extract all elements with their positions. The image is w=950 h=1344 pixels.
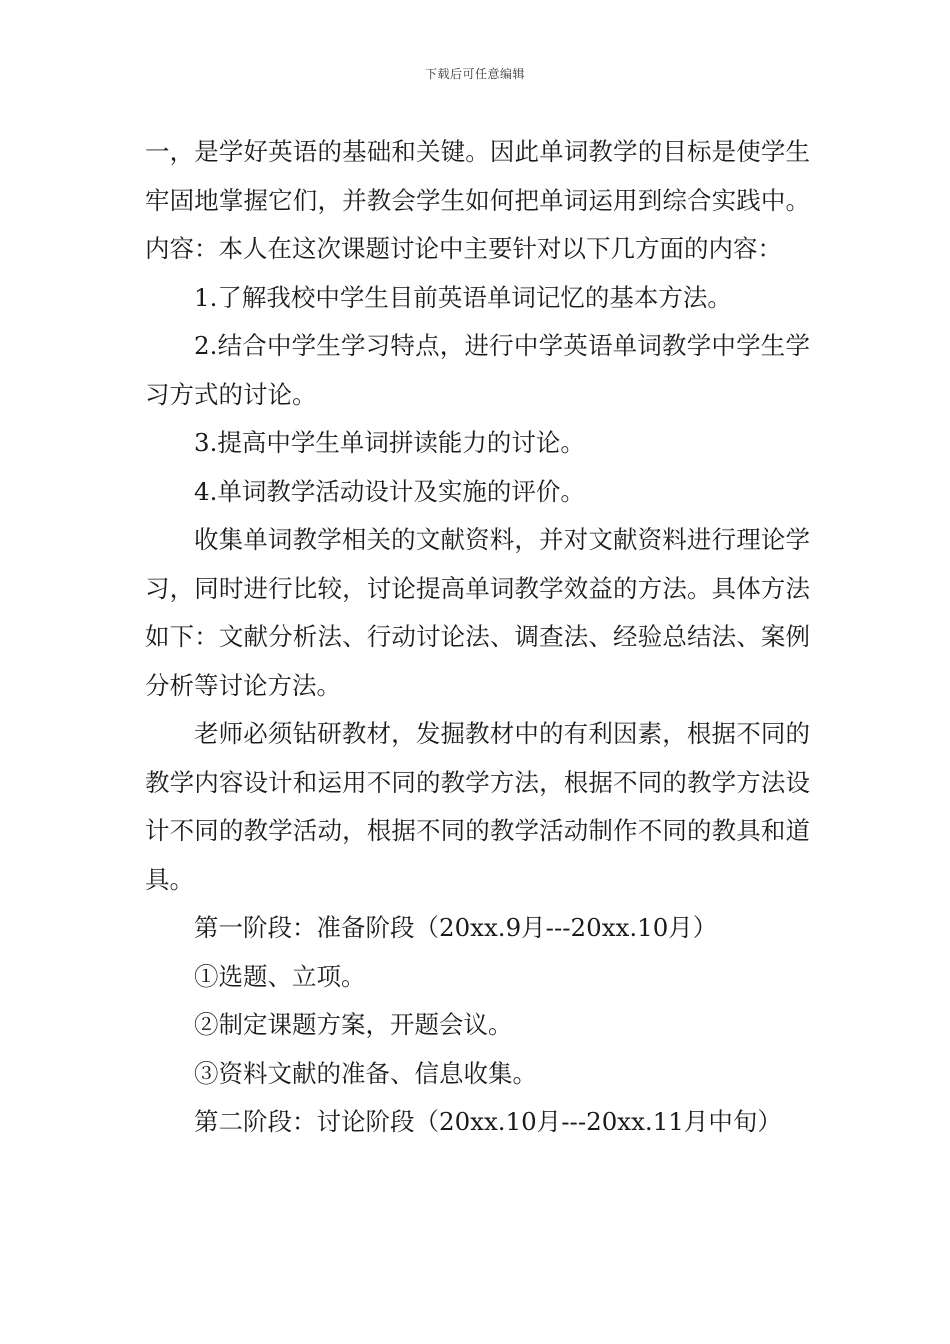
paragraph-methods: 收集单词教学相关的文献资料，并对文献资料进行理论学习，同时进行比较，讨论提高单词教学效益的方法。具体方法如下：文献分析法、行动讨论法、调查法、经验总结法、案例分析等讨论方法。 [145,525,810,700]
list-item: 2.结合中学生学习特点，进行中学英语单词教学中学生学习方式的讨论。 [145,331,810,409]
list-item: 4.单词教学活动设计及实施的评价。 [194,476,585,506]
list-item: ②制定课题方案，开题会议。 [194,1010,513,1039]
list-item: ①选题、立项。 [194,961,366,991]
list-item: 1.了解我校中学生目前英语单词记忆的基本方法。 [194,282,732,312]
paragraph-intro: 一，是学好英语的基础和关键。因此单词教学的目标是使学生牢固地掌握它们，并教会学生如何把单词运用到综合实践中。内容：本人在这次课题讨论中主要针对以下几方面的内容： [145,137,810,263]
paragraph-teacher: 老师必须钻研教材，发掘教材中的有利因素，根据不同的教学内容设计和运用不同的教学方法，根据不同的教学方法设计不同的教学活动，根据不同的教学活动制作不同的教具和道具。 [145,719,810,894]
page-header: 下载后可任意编辑 [424,67,525,81]
stage-heading: 第一阶段：准备阶段（20xx.9月---20xx.10月） [194,913,718,942]
document-body [145,128,810,1147]
list-item: ③资料文献的准备、信息收集。 [194,1058,537,1088]
list-item: 3.提高中学生单词拼读能力的讨论。 [194,428,585,457]
stage-heading: 第二阶段：讨论阶段（20xx.10月---20xx.11月中旬） [194,1107,782,1136]
